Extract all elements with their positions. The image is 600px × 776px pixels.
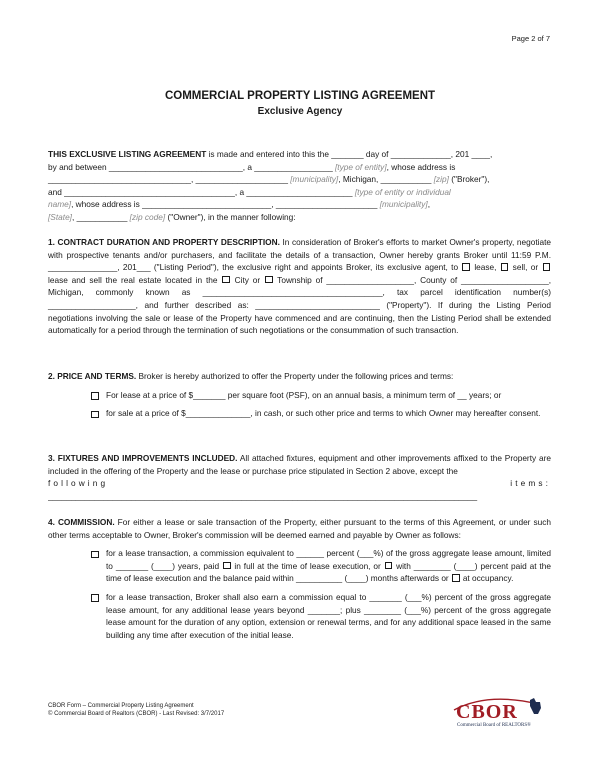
checkbox-icon[interactable]: [501, 263, 509, 271]
checkbox-icon[interactable]: [462, 263, 470, 271]
intro-placeholder-state: [State]: [48, 211, 72, 222]
section-2: [48, 370, 551, 420]
footer: [48, 702, 224, 718]
intro-placeholder-entity-individual: [type of entity or individual: [354, 186, 451, 197]
section-3-following: following: [48, 478, 109, 489]
section-4-option-1a: for a lease transaction, a commission equivalent to ______ percent (___%) of the gross aggregate lease amount, limited to _______ (____) years, paid: [106, 548, 551, 571]
intro-paragraph: [48, 148, 551, 224]
checkbox-icon[interactable]: [223, 562, 231, 570]
michigan-map-icon: [530, 698, 541, 714]
intro-line-1: is made and entered into this the _______ day of _____________, 201 ____,: [206, 149, 493, 159]
section-1-lease: lease,: [470, 262, 497, 273]
section-4-option-1b: in full at the time of lease execution, or: [231, 560, 381, 571]
section-4: [48, 516, 551, 641]
intro-line-3c: ("Broker"),: [448, 174, 490, 185]
intro-placeholder-municipality: [municipality]: [290, 174, 339, 185]
section-1-city: City or: [230, 274, 261, 285]
intro-lead: THIS EXCLUSIVE LISTING AGREEMENT: [48, 149, 207, 159]
checkbox-icon[interactable]: [385, 562, 393, 570]
intro-placeholder-entity: [type of entity]: [334, 161, 387, 172]
section-2-option-sale: for sale at a price of $______________, in cash, or such other price and terms to which Owner may hereafter consent.: [106, 408, 541, 419]
section-1-sell: sell, or: [509, 262, 539, 273]
intro-line-6b: ("Owner"), in the manner following:: [165, 211, 296, 222]
intro-placeholder-municipality-2: [municipality]: [379, 199, 428, 210]
section-1-lease-and-sell: lease and sell the real estate located in the: [48, 274, 218, 285]
checkbox-icon[interactable]: [265, 276, 273, 284]
intro-line-6: , ___________: [71, 211, 130, 222]
checkbox-icon[interactable]: [91, 551, 99, 559]
section-3-items: items:: [510, 478, 551, 489]
checkbox-icon[interactable]: [91, 411, 99, 419]
checkbox-icon[interactable]: [91, 594, 99, 602]
section-3-heading: 3. FIXTURES AND IMPROVEMENTS INCLUDED.: [48, 453, 238, 463]
intro-line-3b: , Michigan, ___________: [338, 174, 434, 185]
intro-placeholder-zip: [zip]: [433, 174, 449, 185]
checkbox-icon[interactable]: [222, 276, 230, 284]
section-3-text: All attached fixtures, equipment and other improvements affixed to the Property are included in the offering of the Property and the lease or purchase price stipulated in Section 2 above, except the: [48, 453, 551, 476]
intro-placeholder-zip-code: [zip code]: [129, 211, 166, 222]
section-4-heading: 4. COMMISSION.: [48, 517, 115, 527]
section-4-option-2: for a lease transaction, Broker shall also earn a commission equal to _______ (___%) percent of the gross aggregate lease amount, for any additional lease years beyond _______; plus ________ (___%) percent of the gross aggregate lease amount for the duration of any option, extension or renewal terms, and for any additional space leased in the same building any time after execution of the initial lease.: [106, 591, 551, 640]
intro-line-2b: , whose address is: [386, 161, 456, 172]
section-1-text-1: In consideration of Broker's efforts to market Owner's property, negotiate with prospective tenants and/or purchasers, and facilitate the details of a transaction, Owner hereby grants Broker until 11:59 P.M. _______________, 201___ ("Listing Period"), the exclusive right and appoints Broker, its exclusive agent, to: [48, 237, 551, 273]
logo-tagline: Commercial Board of REALTORS®: [457, 723, 531, 728]
section-2-option-lease: For lease at a price of $_______ per square foot (PSF), on an annual basis, a minimum term of __ years; or: [106, 389, 502, 400]
logo-wordmark: CBOR: [456, 701, 518, 723]
intro-line-4: and _____________________________________, a _______________________: [48, 186, 355, 197]
intro-line-2: by and between _____________________________, a _________________: [48, 161, 335, 172]
section-3: [48, 452, 551, 502]
intro-line-5b: ,: [427, 199, 430, 210]
document-subtitle: Exclusive Agency: [257, 106, 343, 117]
section-4-option-1d: at occupancy.: [460, 573, 514, 584]
section-2-text: Broker is hereby authorized to offer the Property under the following prices and terms:: [136, 371, 454, 381]
section-4-text: For either a lease or sale transaction of the Property, either pursuant to the terms of this Agreement, or under such other terms acceptable to Owner, Broker's commission will be deemed earned and payable by Owner as follows:: [48, 517, 551, 540]
checkbox-icon[interactable]: [543, 263, 551, 271]
section-2-heading: 2. PRICE AND TERMS.: [48, 371, 137, 381]
checkbox-icon[interactable]: [452, 574, 460, 582]
section-3-blank-line: _____________________________________________________________________________________________: [48, 490, 478, 501]
section-1-heading: 1. CONTRACT DURATION AND PROPERTY DESCRIPTION.: [48, 237, 280, 247]
section-4-option-1c: with ________ (____) percent paid at the time of lease execution and the balance paid within __________ (____) months afterwards or: [106, 560, 551, 584]
document-title: COMMERCIAL PROPERTY LISTING AGREEMENT: [164, 90, 436, 102]
footer-copyright: © Commercial Board of Realtors (CBOR) - Last Revised: 3/7/2017: [48, 711, 225, 717]
footer-form-name: CBOR Form – Commercial Property Listing Agreement: [48, 703, 194, 709]
cbor-logo: [448, 690, 550, 730]
checkbox-icon[interactable]: [91, 392, 99, 400]
intro-placeholder-name: name]: [48, 199, 72, 210]
intro-line-3: _______________________________, ____________________: [48, 174, 291, 185]
section-1: [48, 236, 551, 337]
page-number: Page 2 of 7: [511, 34, 550, 43]
section-1-text-2: Township of ___________________, County of ___________________, Michigan, commonly known as _______________________________________, tax parcel identification number(s) ___________________, and further described as: ___________________________ ("Property"). If during the Listing Period negotiations involving the sale or lease of the Property have commenced and are continuing, then the Listing Period shall be extended automatically for a period through the termination of such negotiations or the consummation of such transaction.: [48, 274, 551, 336]
intro-line-5: , whose address is ____________________________, ______________________: [71, 199, 380, 210]
